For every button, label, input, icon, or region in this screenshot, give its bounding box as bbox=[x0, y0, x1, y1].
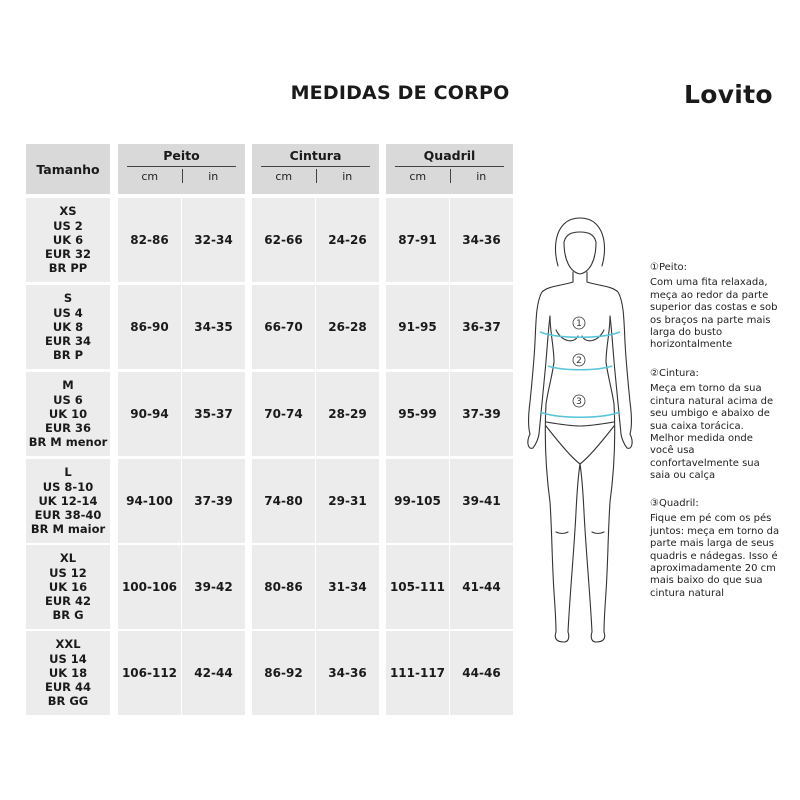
waist-in-cell: 31-34 bbox=[316, 545, 379, 629]
hip-cm-cell: 105-111 bbox=[386, 545, 449, 629]
waist-cm-cell: 62-66 bbox=[252, 198, 315, 282]
size-label-line: UK 8 bbox=[52, 319, 84, 334]
size-cell bbox=[26, 285, 110, 369]
size-label-line: BR PP bbox=[48, 261, 88, 276]
chest-header-label: Peito bbox=[163, 148, 200, 163]
instruction-waist-line: confortavelmente sua bbox=[650, 457, 760, 469]
size-label-line: US 2 bbox=[53, 218, 83, 233]
waist-group-header bbox=[252, 144, 379, 194]
unit-label-cm: cm bbox=[409, 170, 427, 183]
hip-group-header bbox=[386, 144, 513, 194]
size-label-line: EUR 36 bbox=[44, 421, 92, 436]
size-label-line: BR P bbox=[52, 348, 84, 363]
hip-in-cell: 41-44 bbox=[450, 545, 513, 629]
waist-in-cell: 28-29 bbox=[316, 372, 379, 456]
size-cell bbox=[26, 545, 110, 629]
unit-separator bbox=[450, 169, 451, 183]
size-label-line: US 4 bbox=[53, 305, 83, 320]
instruction-waist-line: você usa bbox=[650, 445, 695, 457]
instruction-hip-heading: ③Quadril: bbox=[650, 498, 699, 509]
size-label-line: M bbox=[62, 378, 74, 393]
size-label-line: XL bbox=[59, 551, 77, 566]
waist-measure-line bbox=[548, 366, 612, 370]
unit-separator bbox=[182, 169, 183, 183]
size-label-line: XXL bbox=[55, 637, 81, 652]
size-label-line: EUR 44 bbox=[44, 680, 92, 695]
header-divider bbox=[261, 166, 370, 167]
size-cell bbox=[26, 459, 110, 543]
size-label-line: BR G bbox=[52, 608, 84, 623]
size-label-line: XS bbox=[59, 204, 77, 219]
chest-cm-cell: 106-112 bbox=[118, 631, 181, 715]
size-label-line: BR GG bbox=[47, 694, 89, 709]
chest-in-cell: 42-44 bbox=[182, 631, 245, 715]
brand-logo: Lovito bbox=[684, 80, 773, 109]
instruction-waist-line: cintura natural acima de bbox=[650, 395, 774, 407]
instruction-waist-line: Meça em torno da sua bbox=[650, 383, 762, 395]
body-figure bbox=[518, 212, 642, 648]
unit-label-in: in bbox=[342, 170, 353, 183]
waist-in-cell: 24-26 bbox=[316, 198, 379, 282]
size-column-header: Tamanho bbox=[26, 144, 110, 194]
chest-group-header bbox=[118, 144, 245, 194]
unit-separator bbox=[316, 169, 317, 183]
size-label-line: UK 12-14 bbox=[38, 493, 98, 508]
waist-cm-cell: 66-70 bbox=[252, 285, 315, 369]
chest-in-cell: 32-34 bbox=[182, 198, 245, 282]
instruction-chest-line: horizontalmente bbox=[650, 339, 733, 351]
hip-header-label: Quadril bbox=[423, 148, 476, 163]
instruction-hip-line: juntos: meça em torno da bbox=[650, 525, 780, 537]
header-divider bbox=[395, 166, 504, 167]
instruction-chest bbox=[650, 262, 777, 352]
chest-cm-cell: 100-106 bbox=[118, 545, 181, 629]
waist-in-cell: 34-36 bbox=[316, 631, 379, 715]
chest-cm-cell: 86-90 bbox=[118, 285, 181, 369]
instruction-hip-line: cintura natural bbox=[650, 587, 725, 599]
marker-hip-label: 3 bbox=[576, 397, 582, 408]
hip-measure-line bbox=[540, 412, 620, 417]
body-outline-icon bbox=[518, 212, 642, 644]
chest-in-cell: 39-42 bbox=[182, 545, 245, 629]
instruction-chest-line: Com uma fita relaxada, bbox=[650, 277, 768, 289]
size-label-line: US 12 bbox=[49, 565, 87, 580]
chest-cm-cell: 82-86 bbox=[118, 198, 181, 282]
hip-cm-cell: 99-105 bbox=[386, 459, 449, 543]
waist-header-label: Cintura bbox=[289, 148, 342, 163]
size-label-line: EUR 32 bbox=[44, 247, 92, 262]
instruction-hip-line: quadris e nádegas. Isso é bbox=[650, 550, 778, 562]
instruction-chest-line: meça ao redor da parte bbox=[650, 289, 769, 301]
instruction-chest-heading: ①Peito: bbox=[650, 262, 687, 273]
size-label-line: EUR 38-40 bbox=[34, 508, 102, 523]
size-label-line: US 6 bbox=[53, 392, 83, 407]
chest-cm-cell: 94-100 bbox=[118, 459, 181, 543]
instruction-chest-line: os braços na parte mais bbox=[650, 314, 771, 326]
chest-in-cell: 37-39 bbox=[182, 459, 245, 543]
hip-cm-cell: 95-99 bbox=[386, 372, 449, 456]
instruction-hip-line: parte mais larga de seus bbox=[650, 538, 774, 550]
waist-in-cell: 26-28 bbox=[316, 285, 379, 369]
instruction-waist-line: Melhor medida onde bbox=[650, 433, 753, 445]
instruction-waist-heading: ②Cintura: bbox=[650, 368, 699, 379]
size-label-line: UK 18 bbox=[48, 665, 88, 680]
unit-label-cm: cm bbox=[275, 170, 293, 183]
size-label-line: BR M maior bbox=[30, 522, 106, 537]
hip-in-cell: 34-36 bbox=[450, 198, 513, 282]
waist-cm-cell: 86-92 bbox=[252, 631, 315, 715]
unit-label-in: in bbox=[476, 170, 487, 183]
hip-in-cell: 39-41 bbox=[450, 459, 513, 543]
size-label-line: L bbox=[64, 465, 72, 480]
unit-label-cm: cm bbox=[141, 170, 159, 183]
chest-cm-cell: 90-94 bbox=[118, 372, 181, 456]
instruction-hip-line: Fique em pé com os pés bbox=[650, 513, 772, 525]
size-label-line: US 8-10 bbox=[42, 479, 94, 494]
waist-cm-cell: 80-86 bbox=[252, 545, 315, 629]
size-label-line: EUR 34 bbox=[44, 334, 92, 349]
size-label-line: UK 6 bbox=[52, 232, 84, 247]
instruction-chest-line: superior das costas e sob bbox=[650, 302, 778, 314]
hip-cm-cell: 87-91 bbox=[386, 198, 449, 282]
instruction-waist-line: saia ou calça bbox=[650, 470, 716, 482]
page-title: MEDIDAS DE CORPO bbox=[290, 82, 510, 104]
waist-in-cell: 29-31 bbox=[316, 459, 379, 543]
hip-in-cell: 37-39 bbox=[450, 372, 513, 456]
waist-cm-cell: 74-80 bbox=[252, 459, 315, 543]
hip-in-cell: 44-46 bbox=[450, 631, 513, 715]
size-label-line: UK 10 bbox=[48, 406, 88, 421]
hip-in-cell: 36-37 bbox=[450, 285, 513, 369]
size-label-line: BR M menor bbox=[28, 435, 108, 450]
size-label-line: UK 16 bbox=[48, 579, 88, 594]
size-cell bbox=[26, 631, 110, 715]
chest-in-cell: 34-35 bbox=[182, 285, 245, 369]
size-cell bbox=[26, 198, 110, 282]
size-label-line: S bbox=[63, 291, 73, 306]
instruction-hip bbox=[650, 498, 779, 600]
waist-cm-cell: 70-74 bbox=[252, 372, 315, 456]
hip-cm-cell: 91-95 bbox=[386, 285, 449, 369]
instruction-hip-line: mais baixo do que sua bbox=[650, 575, 763, 587]
marker-chest-label: 1 bbox=[576, 319, 582, 330]
instruction-hip-line: aproximadamente 20 cm bbox=[650, 563, 776, 575]
marker-waist-label: 2 bbox=[576, 356, 582, 367]
instruction-waist bbox=[650, 368, 773, 483]
instruction-chest-line: larga do busto bbox=[650, 327, 723, 339]
size-cell bbox=[26, 372, 110, 456]
unit-label-in: in bbox=[208, 170, 219, 183]
header-divider bbox=[127, 166, 236, 167]
chest-in-cell: 35-37 bbox=[182, 372, 245, 456]
instruction-waist-line: seu umbigo e abaixo de bbox=[650, 408, 770, 420]
instruction-waist-line: sua caixa torácica. bbox=[650, 420, 744, 432]
size-label-line: EUR 42 bbox=[44, 594, 92, 609]
hip-cm-cell: 111-117 bbox=[386, 631, 449, 715]
size-label-line: US 14 bbox=[49, 651, 87, 666]
